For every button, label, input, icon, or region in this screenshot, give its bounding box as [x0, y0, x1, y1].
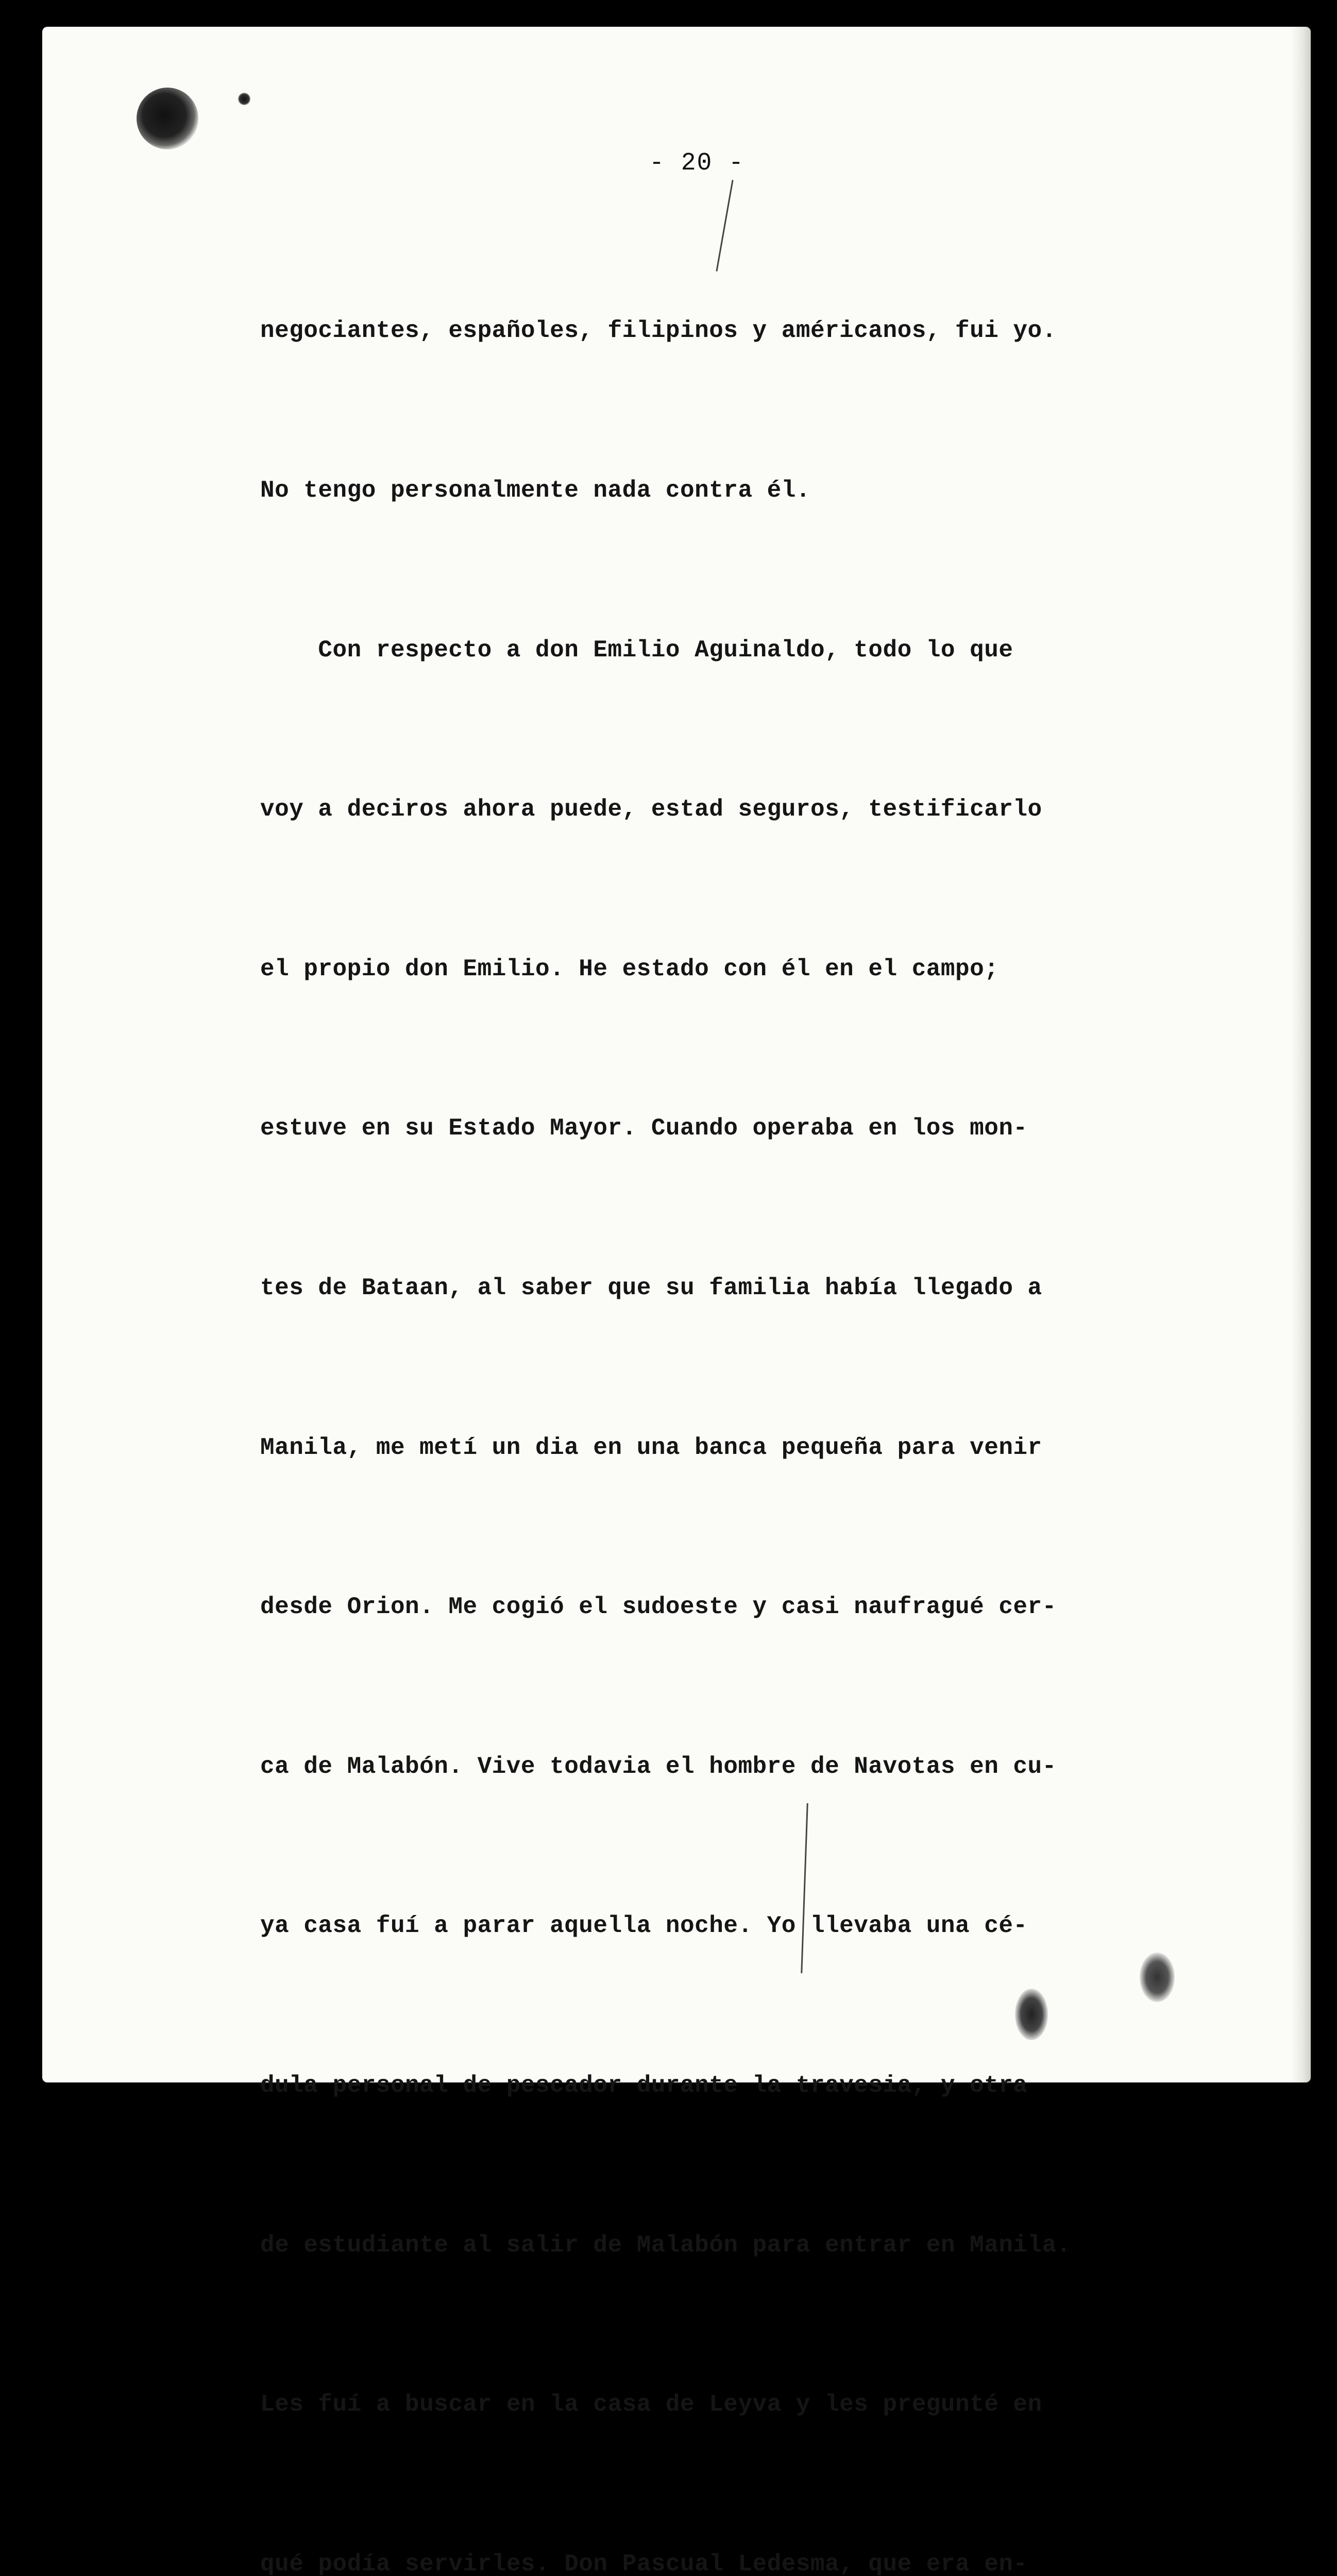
text-line: Con respecto a don Emilio Aguinaldo, todo lo que: [260, 636, 1013, 664]
text-line: Manila, me metí un dia en una banca pequeña para venir: [260, 1434, 1042, 1461]
text-line: ya casa fuí a parar aquella noche. Yo llevaba una cé-: [260, 1912, 1028, 1940]
text-line: ca de Malabón. Vive todavia el hombre de Navotas en cu-: [260, 1753, 1057, 1780]
ink-dot: [238, 93, 250, 105]
text-line: No tengo personalmente nada contra él.: [260, 477, 810, 504]
text-line: estuve en su Estado Mayor. Cuando operaba en los mon-: [260, 1115, 1028, 1142]
text-line: voy a deciros ahora puede, estad seguros, testificarlo: [260, 796, 1042, 823]
text-line: tes de Bataan, al saber que su familia había llegado a: [260, 1274, 1042, 1301]
text-line: qué podía servirles. Don Pascual Ledesma, que era en-: [260, 2550, 1028, 2576]
text-line: dula personal de pescador durante la travesia, y otra: [260, 2072, 1028, 2099]
typed-text-body: [260, 198, 1270, 2576]
ink-blot: [137, 88, 198, 149]
text-line: Les fuí a buscar en la casa de Leyva y les pregunté en: [260, 2391, 1042, 2418]
page-number-text: - 20 -: [649, 149, 744, 177]
page-number: [0, 149, 1337, 177]
page-edge-shadow: [1291, 27, 1311, 2082]
text-line: desde Orion. Me cogió el sudoeste y casi naufragué cer-: [260, 1594, 1057, 1621]
text-line: negociantes, españoles, filipinos y américanos, fui yo.: [260, 317, 1057, 345]
text-line: de estudiante al salir de Malabón para entrar en Manila.: [260, 2231, 1071, 2259]
text-line: el propio don Emilio. He estado con él en el campo;: [260, 955, 999, 982]
